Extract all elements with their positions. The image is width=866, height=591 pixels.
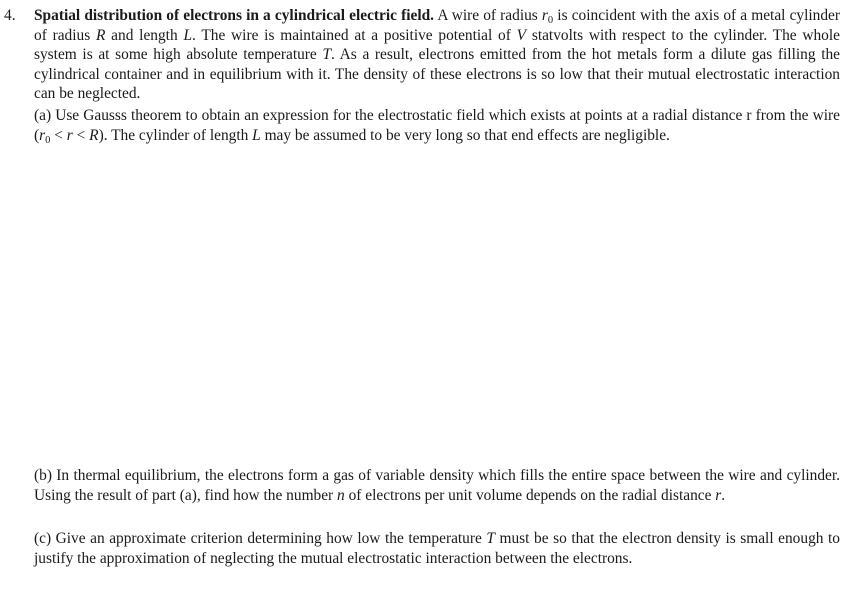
math-subscript: 0 bbox=[45, 134, 51, 146]
part-c-text: must be so that the electron density is small enough to justify the approximation of neglecting the mutual electrostatic interaction between the electrons. bbox=[34, 530, 840, 567]
problem-title: Spatial distribution of electrons in a cylindrical electric field. bbox=[34, 7, 435, 24]
intro-text: is coincident with the axis of a metal cylinder of radius bbox=[34, 7, 841, 44]
math-variable: L bbox=[252, 126, 261, 144]
math-variable: r bbox=[715, 486, 722, 504]
part-c-paragraph bbox=[34, 529, 840, 568]
intro-text: and length bbox=[105, 26, 184, 44]
part-b-text: of electrons per unit volume depends on the radial distance bbox=[344, 486, 716, 504]
problem-intro-paragraph bbox=[4, 6, 841, 104]
intro-text: A wire of radius bbox=[434, 7, 542, 24]
math-variable: L bbox=[183, 26, 192, 44]
math-variable: T bbox=[322, 46, 331, 64]
math-variable: T bbox=[486, 530, 495, 547]
part-a-text: (a) Use Gausss theorem to obtain an expression for the electrostatic field which exists at points at a radial distance r from the wire ( bbox=[34, 107, 840, 144]
math-variable: r bbox=[541, 7, 548, 24]
math-variable: r bbox=[39, 126, 46, 144]
part-a-text: ). The cylinder of length bbox=[98, 126, 253, 144]
math-variable: R bbox=[96, 26, 106, 44]
math-variable: V bbox=[516, 26, 527, 44]
math-subscript: 0 bbox=[547, 15, 554, 26]
intro-text: . The wire is maintained at a positive potential of bbox=[192, 26, 517, 44]
part-c-text: (c) Give an approximate criterion determining how low the temperature bbox=[34, 530, 487, 547]
math-variable: R bbox=[89, 126, 99, 144]
problem-number: 4. bbox=[4, 7, 16, 24]
intro-text: . As a result, electrons emitted from the hot metals form a dilute gas filling the cylindrical container and in equilibrium with it. The density of these electrons is so low that their mutual electrostatic interaction can be neglected. bbox=[34, 46, 840, 103]
intro-text: statvolts with respect to the cylinder. The whole system is at some high absolute temperature bbox=[34, 26, 840, 64]
part-a-paragraph bbox=[34, 106, 840, 145]
math-variable: r bbox=[66, 126, 73, 144]
part-b-text: (b) In thermal equilibrium, the electrons form a gas of variable density which fills the entire space between the wire and cylinder. Using the result of part (a), find how the number bbox=[34, 467, 840, 504]
math-variable: n bbox=[337, 486, 345, 504]
part-b-text: . bbox=[721, 486, 726, 504]
part-b-paragraph bbox=[34, 466, 840, 505]
part-a-text: may be assumed to be very long so that end effects are negligible. bbox=[260, 126, 670, 144]
math-operator: < bbox=[50, 126, 67, 144]
math-operator: < bbox=[72, 126, 90, 144]
